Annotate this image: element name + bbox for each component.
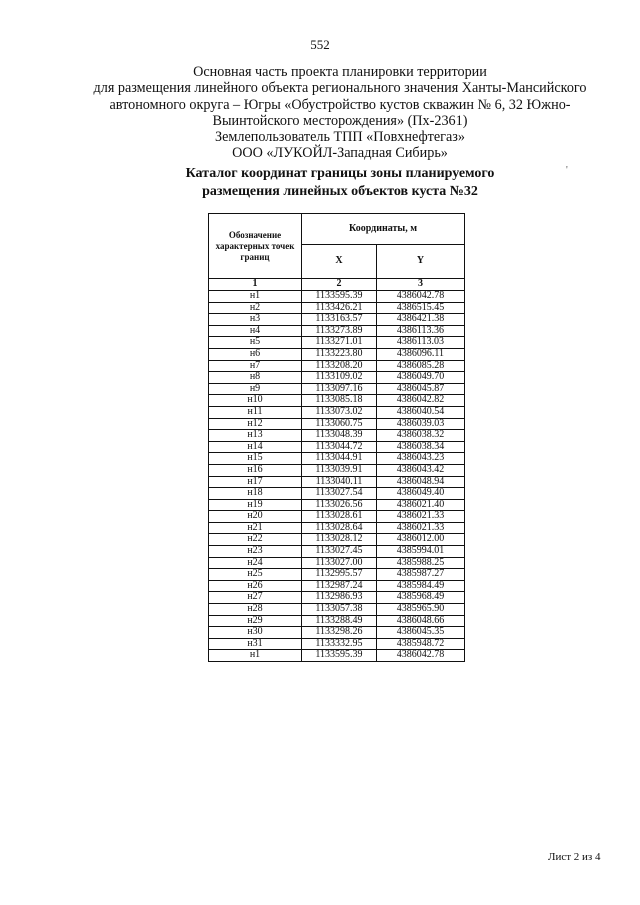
table-row <box>209 522 465 534</box>
x-coordinate-cell: 1133208.20 <box>302 360 377 372</box>
point-id-cell: н18 <box>209 488 302 500</box>
y-coordinate-cell: 4386043.23 <box>377 453 465 465</box>
point-id-cell: н16 <box>209 464 302 476</box>
x-coordinate-cell: 1133026.56 <box>302 499 377 511</box>
y-coordinate-cell: 4386042.82 <box>377 395 465 407</box>
point-id-cell: н7 <box>209 360 302 372</box>
x-coordinate-cell: 1133595.39 <box>302 650 377 662</box>
catalog-title <box>70 165 610 201</box>
y-coordinate-cell: 4386113.36 <box>377 325 465 337</box>
x-coordinate-cell: 1132987.24 <box>302 580 377 592</box>
table-row <box>209 372 465 384</box>
point-id-cell: н10 <box>209 395 302 407</box>
point-id-cell: н3 <box>209 314 302 326</box>
table-row <box>209 360 465 372</box>
y-coordinate-cell: 4386045.87 <box>377 383 465 395</box>
point-id-cell: н14 <box>209 441 302 453</box>
x-coordinate-cell: 1133298.26 <box>302 627 377 639</box>
coordinates-rows <box>209 291 465 662</box>
x-coordinate-cell: 1133027.45 <box>302 546 377 558</box>
point-id-cell: н1 <box>209 291 302 303</box>
point-id-cell: н25 <box>209 569 302 581</box>
y-coordinate-cell: 4385984.49 <box>377 580 465 592</box>
table-row <box>209 383 465 395</box>
x-coordinate-cell: 1133097.16 <box>302 383 377 395</box>
point-id-cell: н31 <box>209 638 302 650</box>
y-coordinate-cell: 4386048.94 <box>377 476 465 488</box>
y-coordinate-cell: 4385988.25 <box>377 557 465 569</box>
column-number: 3 <box>377 279 465 291</box>
y-coordinate-cell: 4386021.40 <box>377 499 465 511</box>
x-coordinate-cell: 1133085.18 <box>302 395 377 407</box>
x-coordinate-cell: 1133073.02 <box>302 406 377 418</box>
table-row <box>209 638 465 650</box>
table-row <box>209 464 465 476</box>
y-coordinate-cell: 4386021.33 <box>377 511 465 523</box>
table-row <box>209 348 465 360</box>
point-id-cell: н11 <box>209 406 302 418</box>
table-row <box>209 650 465 662</box>
header-line: ООО «ЛУКОЙЛ-Западная Сибирь» <box>232 145 448 162</box>
catalog-title-line: размещения линейных объектов куста №32 <box>202 184 478 199</box>
y-coordinate-cell: 4386042.78 <box>377 650 465 662</box>
header-line: автономного округа – Югры «Обустройство кустов скважин № 6, 32 Южно- <box>109 96 571 113</box>
header-line: Выинтойского месторождения» (Пх-2361) <box>212 112 468 129</box>
table-row <box>209 406 465 418</box>
header-line: Основная часть проекта планировки территории <box>193 64 487 80</box>
x-coordinate-cell: 1133027.00 <box>302 557 377 569</box>
y-coordinate-cell: 4386039.03 <box>377 418 465 430</box>
table-row <box>209 627 465 639</box>
y-coordinate-cell: 4386012.00 <box>377 534 465 546</box>
y-coordinate-cell: 4386421.38 <box>377 314 465 326</box>
point-id-cell: н27 <box>209 592 302 604</box>
y-coordinate-cell: 4385948.72 <box>377 638 465 650</box>
table-row <box>209 499 465 511</box>
point-id-cell: н21 <box>209 522 302 534</box>
table-row <box>209 453 465 465</box>
table-row <box>209 441 465 453</box>
table-row <box>209 430 465 442</box>
x-coordinate-cell: 1133273.89 <box>302 325 377 337</box>
x-coordinate-cell: 1133163.57 <box>302 314 377 326</box>
y-coordinate-cell: 4385987.27 <box>377 569 465 581</box>
y-coordinate-cell: 4385968.49 <box>377 592 465 604</box>
x-coordinate-cell: 1133426.21 <box>302 302 377 314</box>
x-coordinate-cell: 1133057.38 <box>302 604 377 616</box>
table-row <box>209 325 465 337</box>
point-id-cell: н17 <box>209 476 302 488</box>
x-coordinate-cell: 1133223.80 <box>302 348 377 360</box>
y-coordinate-cell: 4386042.78 <box>377 291 465 303</box>
table-row <box>209 534 465 546</box>
point-id-cell: н12 <box>209 418 302 430</box>
table-row <box>209 615 465 627</box>
header-designation: Обозначение характерных точек границ <box>209 214 302 279</box>
document-header <box>70 64 610 162</box>
table-row <box>209 592 465 604</box>
point-id-cell: н4 <box>209 325 302 337</box>
x-coordinate-cell: 1133039.91 <box>302 464 377 476</box>
y-coordinate-cell: 4386096.11 <box>377 348 465 360</box>
y-coordinate-cell: 4386049.40 <box>377 488 465 500</box>
table-row <box>209 569 465 581</box>
x-coordinate-cell: 1133028.12 <box>302 534 377 546</box>
y-coordinate-cell: 4386040.54 <box>377 406 465 418</box>
x-coordinate-cell: 1133288.49 <box>302 615 377 627</box>
point-id-cell: н29 <box>209 615 302 627</box>
point-id-cell: н22 <box>209 534 302 546</box>
point-id-cell: н23 <box>209 546 302 558</box>
y-coordinate-cell: 4386021.33 <box>377 522 465 534</box>
point-id-cell: н5 <box>209 337 302 349</box>
point-id-cell: н8 <box>209 372 302 384</box>
point-id-cell: н20 <box>209 511 302 523</box>
header-y: Y <box>377 244 465 278</box>
x-coordinate-cell: 1133044.91 <box>302 453 377 465</box>
column-number: 2 <box>302 279 377 291</box>
point-id-cell: н6 <box>209 348 302 360</box>
x-coordinate-cell: 1133028.64 <box>302 522 377 534</box>
table-row <box>209 291 465 303</box>
x-coordinate-cell: 1133028.61 <box>302 511 377 523</box>
y-coordinate-cell: 4386045.35 <box>377 627 465 639</box>
scan-mark: ' <box>566 165 568 176</box>
point-id-cell: н9 <box>209 383 302 395</box>
table-row <box>209 395 465 407</box>
point-id-cell: н1 <box>209 650 302 662</box>
page-number: 552 <box>310 37 330 52</box>
table-row <box>209 488 465 500</box>
table-row <box>209 511 465 523</box>
header-coordinates: Координаты, м <box>302 214 465 245</box>
x-coordinate-cell: 1132986.93 <box>302 592 377 604</box>
header-line: Землепользователь ТПП «Повхнефтегаз» <box>215 129 465 146</box>
point-id-cell: н13 <box>209 430 302 442</box>
x-coordinate-cell: 1133044.72 <box>302 441 377 453</box>
table-row <box>209 476 465 488</box>
header-line: для размещения линейного объекта регионального значения Ханты-Мансийского <box>93 80 587 97</box>
x-coordinate-cell: 1133040.11 <box>302 476 377 488</box>
point-id-cell: н24 <box>209 557 302 569</box>
x-coordinate-cell: 1133271.01 <box>302 337 377 349</box>
point-id-cell: н30 <box>209 627 302 639</box>
y-coordinate-cell: 4386043.42 <box>377 464 465 476</box>
table-row <box>209 580 465 592</box>
table-row <box>209 314 465 326</box>
y-coordinate-cell: 4385965.90 <box>377 604 465 616</box>
point-id-cell: н15 <box>209 453 302 465</box>
x-coordinate-cell: 1133027.54 <box>302 488 377 500</box>
point-id-cell: н26 <box>209 580 302 592</box>
table-row <box>209 604 465 616</box>
sheet-label: Лист 2 из 4 <box>548 851 601 863</box>
point-id-cell: н28 <box>209 604 302 616</box>
x-coordinate-cell: 1133595.39 <box>302 291 377 303</box>
y-coordinate-cell: 4386038.32 <box>377 430 465 442</box>
table-row <box>209 302 465 314</box>
x-coordinate-cell: 1132995.57 <box>302 569 377 581</box>
table-row <box>209 557 465 569</box>
y-coordinate-cell: 4385994.01 <box>377 546 465 558</box>
y-coordinate-cell: 4386048.66 <box>377 615 465 627</box>
y-coordinate-cell: 4386038.34 <box>377 441 465 453</box>
table-row <box>209 337 465 349</box>
column-number: 1 <box>209 279 302 291</box>
y-coordinate-cell: 4386085.28 <box>377 360 465 372</box>
y-coordinate-cell: 4386113.03 <box>377 337 465 349</box>
point-id-cell: н19 <box>209 499 302 511</box>
header-x: X <box>302 244 377 278</box>
catalog-title-line: Каталог координат границы зоны планируемого <box>185 166 495 181</box>
x-coordinate-cell: 1133048.39 <box>302 430 377 442</box>
y-coordinate-cell: 4386049.70 <box>377 372 465 384</box>
x-coordinate-cell: 1133109.02 <box>302 372 377 384</box>
x-coordinate-cell: 1133060.75 <box>302 418 377 430</box>
table-row <box>209 546 465 558</box>
y-coordinate-cell: 4386515.45 <box>377 302 465 314</box>
coordinates-table <box>208 213 465 662</box>
x-coordinate-cell: 1133332.95 <box>302 638 377 650</box>
point-id-cell: н2 <box>209 302 302 314</box>
table-row <box>209 418 465 430</box>
